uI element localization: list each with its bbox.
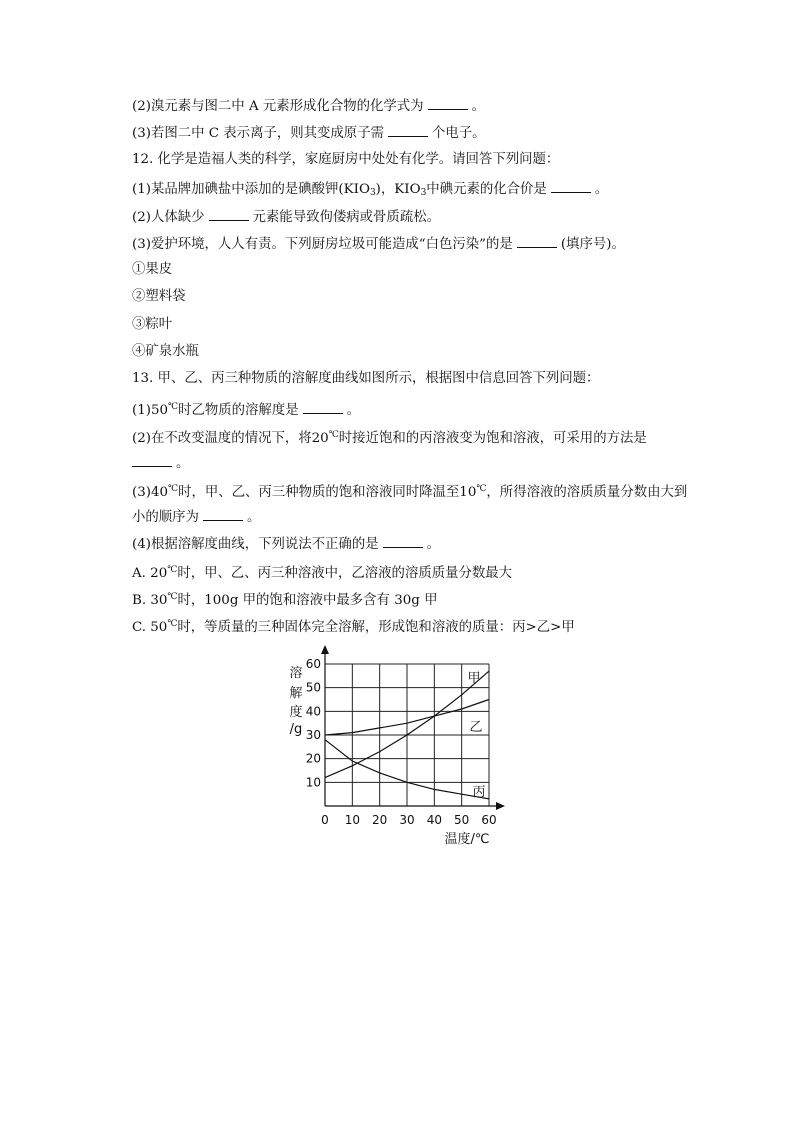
x-tick-label: 10 [344, 813, 360, 827]
q13-3-text: (3)40 [132, 485, 169, 500]
celsius-unit: ℃ [476, 484, 487, 494]
q13-2-mid: 时接近饱和的丙溶液变为饱和溶液，可采用的方法是 [338, 431, 647, 446]
option-4 [132, 343, 199, 361]
answer-blank[interactable] [209, 207, 249, 221]
q13-3-cont [132, 507, 260, 527]
q13-3-cont-text: 小的顺序为 [132, 510, 199, 525]
series-label: 甲 [467, 671, 481, 686]
option-c [132, 615, 575, 637]
series-curve-3 [325, 740, 489, 799]
y-axis-arrow-icon [321, 645, 329, 654]
y-axis-label: 溶 [289, 666, 303, 681]
q12-1-end: 。 [594, 182, 609, 197]
q12-1-text: (1)某品牌加碘盐中添加的是碘酸钾(KIO [132, 182, 370, 197]
y-tick-label: 50 [305, 680, 321, 695]
q12-1-mid: )，KIO [375, 182, 421, 197]
option-a-label: A. 20 [132, 566, 168, 581]
q13-title-text: 13. 甲、乙、丙三种物质的溶解度曲线如图所示，根据图中信息回答下列问题： [132, 371, 600, 386]
celsius-unit: ℃ [328, 430, 339, 440]
q12-2-line [132, 207, 440, 227]
q13-2-text: (2)在不改变温度的情况下，将20 [132, 431, 329, 446]
x-tick-label: 20 [372, 813, 388, 827]
q12-3-line [132, 234, 625, 254]
y-tick-label: 40 [305, 704, 321, 719]
q12-title-text: 12. 化学是造福人类的科学，家庭厨房中处处有化学。请回答下列问题： [132, 152, 560, 167]
answer-blank[interactable] [517, 234, 557, 248]
option-a [132, 561, 512, 583]
q11-3-line [132, 123, 486, 143]
q13-4-end: 。 [426, 537, 440, 552]
q12-1-line [132, 179, 608, 202]
q12-2-end: 元素能导致佝偻病或骨质疏松。 [252, 210, 440, 225]
answer-blank[interactable] [551, 179, 591, 193]
celsius-unit: ℃ [168, 484, 179, 494]
q13-1-mid: 时乙物质的溶解度是 [178, 403, 299, 418]
x-tick-label: 30 [399, 813, 415, 827]
celsius-unit: ℃ [167, 592, 178, 602]
answer-blank[interactable] [388, 123, 428, 137]
q13-2-end: 。 [176, 456, 190, 471]
q13-1-end: 。 [346, 403, 360, 418]
q12-3-end: (填序号)。 [560, 237, 625, 252]
q13-2-cont [132, 453, 189, 473]
series-curve-2 [325, 700, 489, 736]
option-3 [132, 316, 172, 334]
y-tick-label: 60 [305, 657, 321, 671]
x-axis-arrow-icon [496, 802, 505, 810]
q13-2-line [132, 426, 647, 448]
q13-3-line [132, 480, 687, 502]
chart-root [289, 645, 505, 847]
q12-2-text: (2)人体缺少 [132, 210, 205, 225]
q13-1-text: (1)50 [132, 403, 169, 418]
option-1-text: ①果皮 [132, 262, 173, 277]
answer-blank[interactable] [303, 400, 343, 414]
option-1 [132, 261, 172, 279]
series-label: 丙 [472, 785, 486, 800]
option-c-text: 时，等质量的三种固体完全溶解，形成饱和溶液的质量：丙>乙>甲 [177, 620, 575, 635]
q11-3-end: 个电子。 [431, 126, 486, 141]
series-curve-1 [325, 671, 489, 778]
option-3-text: ③粽叶 [132, 317, 173, 332]
celsius-unit: ℃ [168, 402, 179, 412]
y-tick-label: 30 [305, 728, 321, 742]
y-tick-label: 10 [305, 775, 321, 790]
answer-blank[interactable] [132, 453, 172, 467]
x-tick-label: 50 [454, 813, 470, 827]
q11-2-end: 。 [471, 99, 485, 114]
subscript: 3 [369, 188, 376, 198]
option-c-label: C. 50 [132, 620, 168, 635]
q11-3-text: (3)若图二中 C 表示离子，则其变成原子需 [132, 126, 384, 141]
option-b [132, 588, 437, 610]
q13-title [132, 370, 599, 388]
option-a-text: 时，甲、乙、丙三种溶液中，乙溶液的溶质质量分数最大 [177, 566, 513, 581]
series-label: 乙 [469, 720, 483, 735]
option-2 [132, 288, 186, 306]
x-tick-label: 0 [321, 813, 329, 827]
q13-3-mid2: ，所得溶液的溶质质量分数由大到 [486, 485, 688, 500]
x-tick-label: 40 [426, 813, 442, 827]
x-axis-label: 温度/℃ [444, 832, 490, 847]
answer-blank[interactable] [428, 96, 468, 110]
q13-3-mid: 时，甲、乙、丙三种物质的饱和溶液同时降温至10 [178, 485, 477, 500]
celsius-unit: ℃ [167, 565, 178, 575]
q11-2-line [132, 96, 485, 116]
celsius-unit: ℃ [167, 619, 178, 629]
y-tick-label: 20 [305, 751, 321, 766]
y-axis-label: /g [289, 722, 303, 737]
subscript: 3 [420, 188, 427, 198]
q13-4-text: (4)根据溶解度曲线，下列说法不正确的是 [132, 537, 379, 552]
answer-blank[interactable] [203, 507, 243, 521]
option-2-text: ②塑料袋 [132, 289, 186, 304]
q12-title [132, 151, 559, 169]
y-axis-label: 解 [289, 686, 303, 701]
x-tick-label: 60 [481, 813, 497, 827]
q13-1-line [132, 398, 360, 420]
q13-3-end: 。 [246, 510, 261, 525]
answer-blank[interactable] [383, 534, 423, 548]
option-4-text: ④矿泉水瓶 [132, 344, 199, 359]
q12-3-text: (3)爱护环境，人人有责。下列厨房垃圾可能造成“白色污染”的是 [132, 237, 513, 252]
q11-2-text: (2)溴元素与图二中 A 元素形成化合物的化学式为 [132, 99, 424, 114]
y-axis-label: 度 [289, 705, 303, 720]
q12-1-mid2: 中碘元素的化合价是 [426, 182, 547, 197]
option-b-label: B. 30 [132, 593, 168, 608]
option-b-text: 时，100g 甲的饱和溶液中最多含有 30g 甲 [177, 593, 438, 608]
q13-4-line [132, 534, 440, 554]
